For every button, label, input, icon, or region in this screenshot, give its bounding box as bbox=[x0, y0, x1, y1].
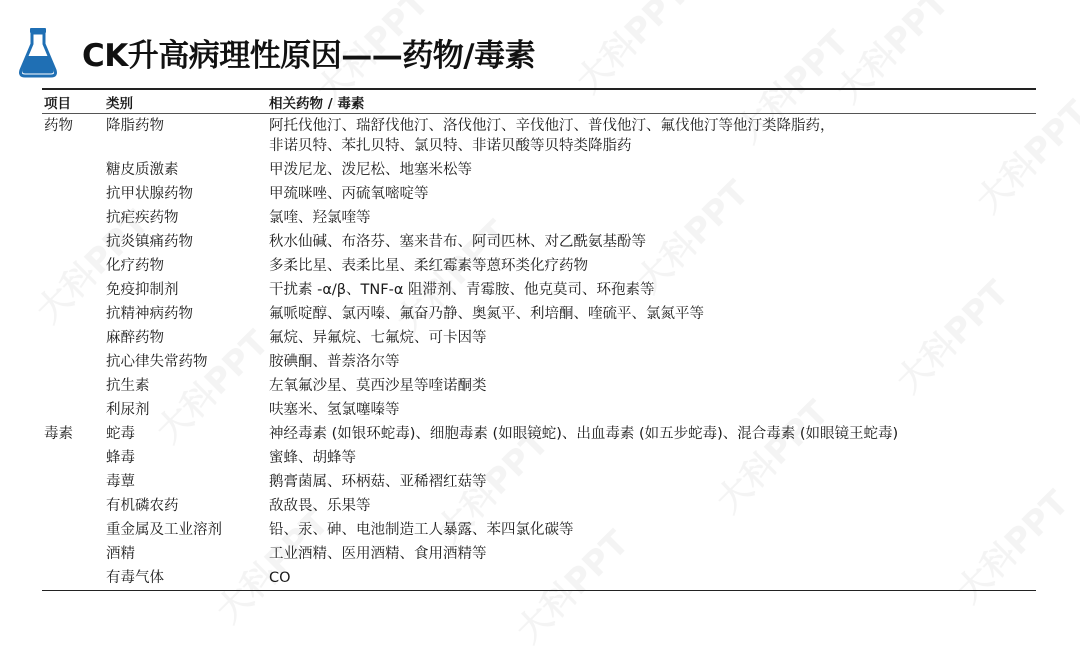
agents-cell bbox=[269, 400, 1036, 420]
category-cell: 抗疟疾药物 bbox=[106, 210, 179, 226]
item-cell bbox=[42, 568, 106, 588]
agents-cell bbox=[269, 280, 1036, 300]
header-item: 项目 bbox=[44, 95, 71, 112]
item-cell bbox=[42, 232, 106, 252]
agents-line: 敌敌畏、乐果等 bbox=[269, 498, 371, 514]
agents-cell bbox=[269, 208, 1036, 228]
agents-line: 阿托伐他汀、瑞舒伐他汀、洛伐他汀、辛伐他汀、普伐他汀、氟伐他汀等他汀类降脂药， bbox=[269, 118, 835, 134]
agents-line: 呋塞米、氢氯噻嗪等 bbox=[269, 402, 400, 418]
agents-cell bbox=[269, 472, 1036, 492]
table-row bbox=[42, 254, 1036, 278]
table-row bbox=[42, 158, 1036, 182]
item-cell bbox=[42, 400, 106, 420]
category-cell: 免疫抑制剂 bbox=[106, 282, 179, 298]
table-row bbox=[42, 278, 1036, 302]
item-cell bbox=[42, 496, 106, 516]
agents-cell bbox=[269, 232, 1036, 252]
agents-line: 甲泼尼龙、泼尼松、地塞米松等 bbox=[269, 162, 472, 178]
category-cell: 重金属及工业溶剂 bbox=[106, 522, 222, 538]
agents-line: 干扰素 -α/β、TNF-α 阻滞剂、青霉胺、他克莫司、环孢素等 bbox=[269, 282, 655, 298]
agents-line: CO bbox=[269, 570, 291, 586]
table-row bbox=[42, 326, 1036, 350]
item-cell bbox=[42, 520, 106, 540]
agents-line: 神经毒素 (如银环蛇毒)、细胞毒素 (如眼镜蛇)、出血毒素 (如五步蛇毒)、混合毒素 (如眼镜王蛇毒) bbox=[269, 426, 899, 442]
category-cell: 有机磷农药 bbox=[106, 498, 179, 514]
header-category: 类别 bbox=[106, 95, 133, 112]
item-cell: 药物 bbox=[44, 118, 73, 134]
agents-table bbox=[42, 88, 1036, 591]
agents-line: 秋水仙碱、布洛芬、塞来昔布、阿司匹林、对乙酰氨基酚等 bbox=[269, 234, 646, 250]
table-row bbox=[42, 350, 1036, 374]
item-cell bbox=[42, 448, 106, 468]
agents-cell bbox=[269, 328, 1036, 348]
agents-cell bbox=[269, 116, 1036, 156]
table-row bbox=[42, 470, 1036, 494]
agents-line: 蜜蜂、胡蜂等 bbox=[269, 450, 356, 466]
table-body bbox=[42, 114, 1036, 590]
table-row bbox=[42, 422, 1036, 446]
category-cell: 蛇毒 bbox=[106, 426, 135, 442]
table-row bbox=[42, 114, 1036, 158]
category-cell: 毒蕈 bbox=[106, 474, 135, 490]
agents-line: 左氧氟沙星、莫西沙星等喹诺酮类 bbox=[269, 378, 487, 394]
agents-cell bbox=[269, 424, 1036, 444]
item-cell bbox=[42, 304, 106, 324]
category-cell: 降脂药物 bbox=[106, 118, 164, 134]
item-cell bbox=[42, 376, 106, 396]
category-cell: 抗精神病药物 bbox=[106, 306, 193, 322]
title-bar bbox=[18, 24, 535, 80]
agents-line: 鹅膏菌属、环柄菇、亚稀褶红菇等 bbox=[269, 474, 487, 490]
category-cell: 糖皮质激素 bbox=[106, 162, 179, 178]
item-cell bbox=[42, 328, 106, 348]
table-row bbox=[42, 494, 1036, 518]
agents-line: 胺碘酮、普萘洛尔等 bbox=[269, 354, 400, 370]
agents-cell bbox=[269, 304, 1036, 324]
item-cell bbox=[42, 544, 106, 564]
agents-line: 甲巯咪唑、丙硫氧嘧啶等 bbox=[269, 186, 429, 202]
agents-cell bbox=[269, 568, 1036, 588]
item-cell bbox=[42, 256, 106, 276]
category-cell: 化疗药物 bbox=[106, 258, 164, 274]
category-cell: 抗生素 bbox=[106, 378, 150, 394]
table-row bbox=[42, 182, 1036, 206]
agents-cell bbox=[269, 496, 1036, 516]
agents-line: 氯喹、羟氯喹等 bbox=[269, 210, 371, 226]
category-cell: 有毒气体 bbox=[106, 570, 164, 586]
item-cell: 毒素 bbox=[44, 426, 73, 442]
agents-cell bbox=[269, 184, 1036, 204]
category-cell: 抗炎镇痛药物 bbox=[106, 234, 193, 250]
watermark-text bbox=[563, 0, 697, 102]
agents-line: 氟哌啶醇、氯丙嗪、氟奋乃静、奥氮平、利培酮、喹硫平、氯氮平等 bbox=[269, 306, 704, 322]
item-cell bbox=[42, 280, 106, 300]
agents-cell bbox=[269, 256, 1036, 276]
agents-line: 多柔比星、表柔比星、柔红霉素等蒽环类化疗药物 bbox=[269, 258, 588, 274]
agents-cell bbox=[269, 376, 1036, 396]
agents-cell bbox=[269, 520, 1036, 540]
item-cell bbox=[42, 352, 106, 372]
agents-cell bbox=[269, 544, 1036, 564]
agents-line: 铅、汞、砷、电池制造工人暴露、苯四氯化碳等 bbox=[269, 522, 574, 538]
table-row bbox=[42, 518, 1036, 542]
item-cell bbox=[42, 160, 106, 180]
flask-icon bbox=[18, 26, 58, 78]
agents-cell bbox=[269, 160, 1036, 180]
table-row bbox=[42, 446, 1036, 470]
category-cell: 酒精 bbox=[106, 546, 135, 562]
table-row bbox=[42, 542, 1036, 566]
category-cell: 蜂毒 bbox=[106, 450, 135, 466]
table-row bbox=[42, 230, 1036, 254]
table-row bbox=[42, 206, 1036, 230]
category-cell: 抗甲状腺药物 bbox=[106, 186, 193, 202]
table-row bbox=[42, 302, 1036, 326]
category-cell: 麻醉药物 bbox=[106, 330, 164, 346]
table-row bbox=[42, 374, 1036, 398]
page-title: CK升高病理性原因——药物/毒素 bbox=[82, 37, 536, 74]
item-cell bbox=[42, 472, 106, 492]
agents-line: 非诺贝特、苯扎贝特、氯贝特、非诺贝酸等贝特类降脂药 bbox=[269, 138, 632, 154]
agents-cell bbox=[269, 352, 1036, 372]
table-row bbox=[42, 398, 1036, 422]
category-cell: 利尿剂 bbox=[106, 402, 150, 418]
item-cell bbox=[42, 184, 106, 204]
table-header bbox=[42, 90, 1036, 114]
item-cell bbox=[42, 208, 106, 228]
agents-line: 氟烷、异氟烷、七氟烷、可卡因等 bbox=[269, 330, 487, 346]
header-agents: 相关药物 / 毒素 bbox=[269, 95, 365, 112]
agents-cell bbox=[269, 448, 1036, 468]
agents-line: 工业酒精、医用酒精、食用酒精等 bbox=[269, 546, 487, 562]
category-cell: 抗心律失常药物 bbox=[106, 354, 208, 370]
table-row bbox=[42, 566, 1036, 590]
